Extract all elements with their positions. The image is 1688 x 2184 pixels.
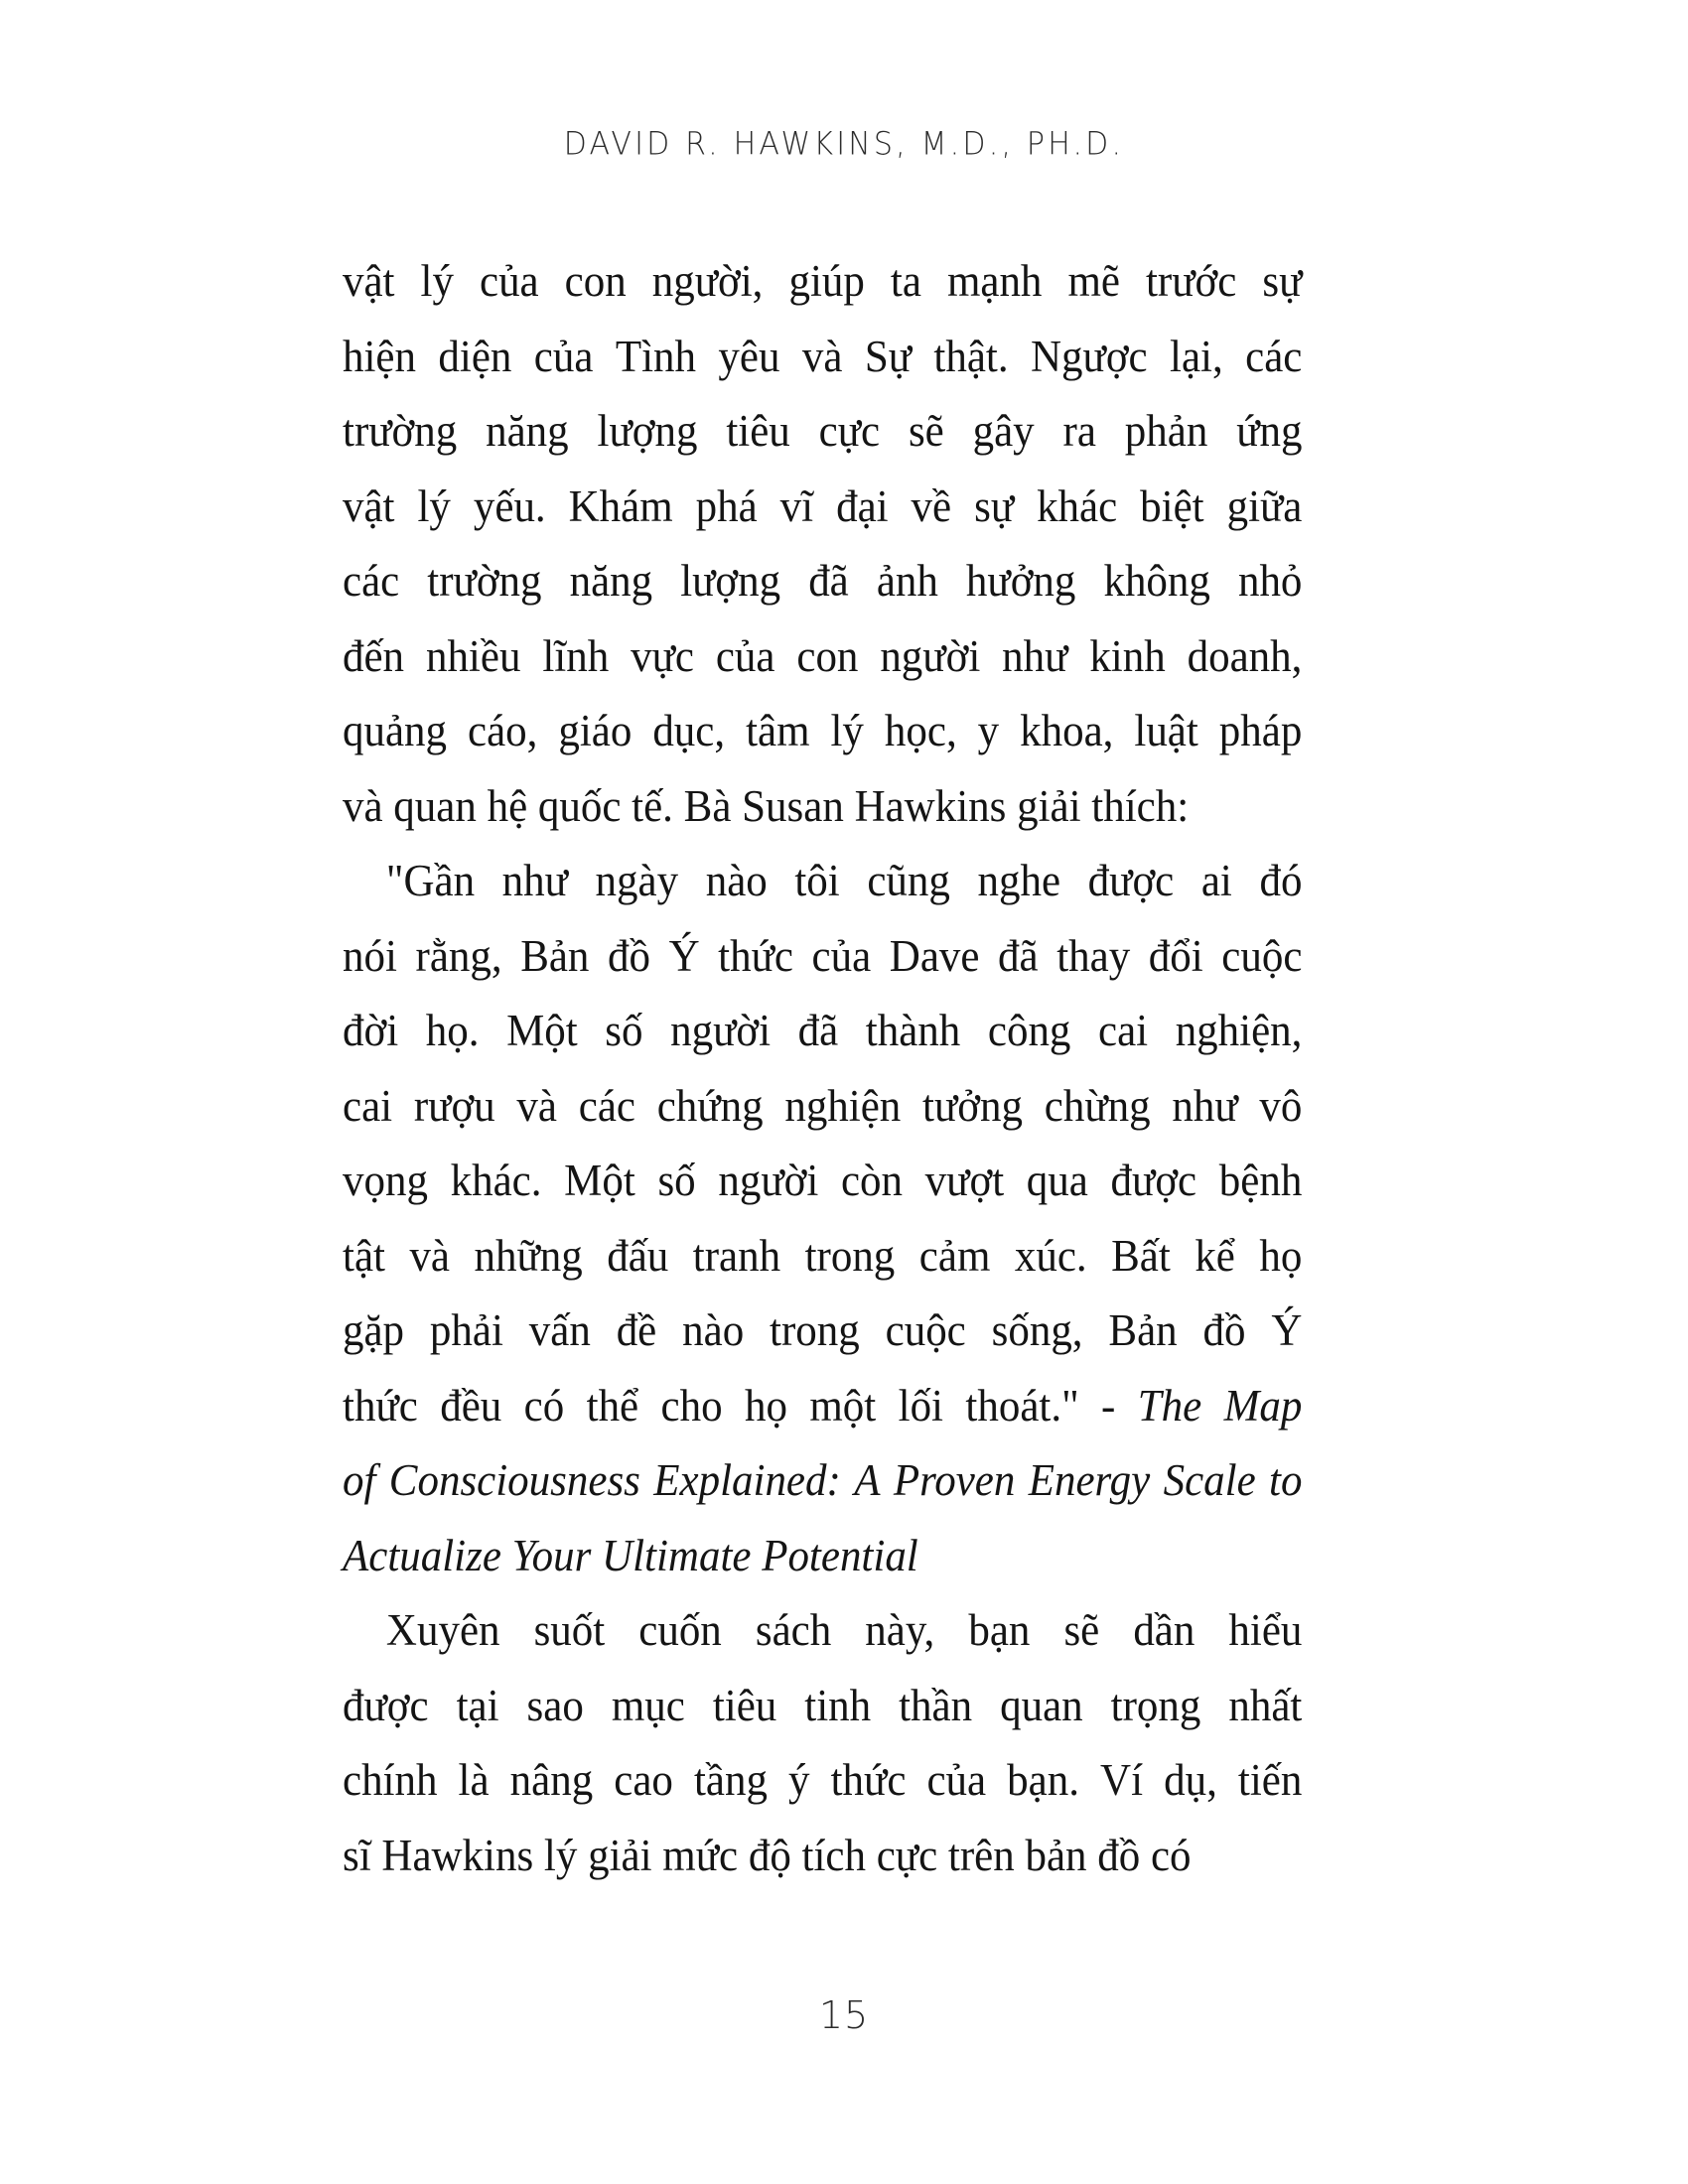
- paragraph-3: [343, 1593, 1347, 1893]
- page-number: [0, 1993, 1688, 2037]
- text-line: trường năng lượng tiêu cực sẽ gây ra phản ứng: [343, 406, 1303, 456]
- paragraph-1: [343, 244, 1347, 844]
- text-line: quảng cáo, giáo dục, tâm lý học, y khoa, luật pháp: [343, 706, 1303, 755]
- text-line: được tại sao mục tiêu tinh thần quan trọng nhất: [343, 1680, 1303, 1730]
- text-line: Xuyên suốt cuốn sách này, bạn sẽ dần hiểu: [385, 1605, 1303, 1655]
- text-line: Actualize Your Ultimate Potential: [343, 1530, 918, 1580]
- text-line: chính là nâng cao tầng ý thức của bạn. Ví dụ, tiến: [343, 1755, 1303, 1805]
- text-line: thức đều có thể cho họ một lối thoát." - The Map: [343, 1380, 1303, 1431]
- text-line: of Consciousness Explained: A Proven Energy Scale to: [343, 1455, 1303, 1505]
- text-line: các trường năng lượng đã ảnh hưởng không nhỏ: [343, 556, 1303, 606]
- text-line: hiện diện của Tình yêu và Sự thật. Ngược lại, các: [343, 331, 1303, 381]
- page-number-text: 15: [818, 1993, 870, 2037]
- text-line: vật lý của con người, giúp ta mạnh mẽ trước sự: [343, 256, 1303, 306]
- text-line: nói rằng, Bản đồ Ý thức của Dave đã thay đổi cuộc: [343, 930, 1303, 981]
- text-line: đời họ. Một số người đã thành công cai nghiện,: [343, 1006, 1303, 1055]
- text-line: gặp phải vấn đề nào trong cuộc sống, Bản đồ Ý: [343, 1305, 1303, 1355]
- text-line: vọng khác. Một số người còn vượt qua được bệnh: [343, 1156, 1303, 1205]
- text-line: sĩ Hawkins lý giải mức độ tích cực trên bản đồ có: [343, 1830, 1192, 1880]
- text-line: vật lý yếu. Khám phá vĩ đại về sự khác biệt giữa: [343, 480, 1303, 531]
- text-line: tật và những đấu tranh trong cảm xúc. Bất kể họ: [343, 1230, 1303, 1281]
- text-line: và quan hệ quốc tế. Bà Susan Hawkins giải thích:: [343, 780, 1190, 831]
- text-column: [343, 244, 1347, 1893]
- text-line: cai rượu và các chứng nghiện tưởng chừng như vô: [343, 1080, 1303, 1131]
- running-header: [0, 127, 1688, 162]
- paragraph-2-quote: [343, 844, 1347, 1593]
- running-header-text: DAVID R. HAWKINS, M.D., PH.D.: [563, 125, 1125, 164]
- text-line: "Gần như ngày nào tôi cũng nghe được ai đó: [385, 856, 1303, 905]
- text-line: đến nhiều lĩnh vực của con người như kinh doanh,: [343, 630, 1303, 681]
